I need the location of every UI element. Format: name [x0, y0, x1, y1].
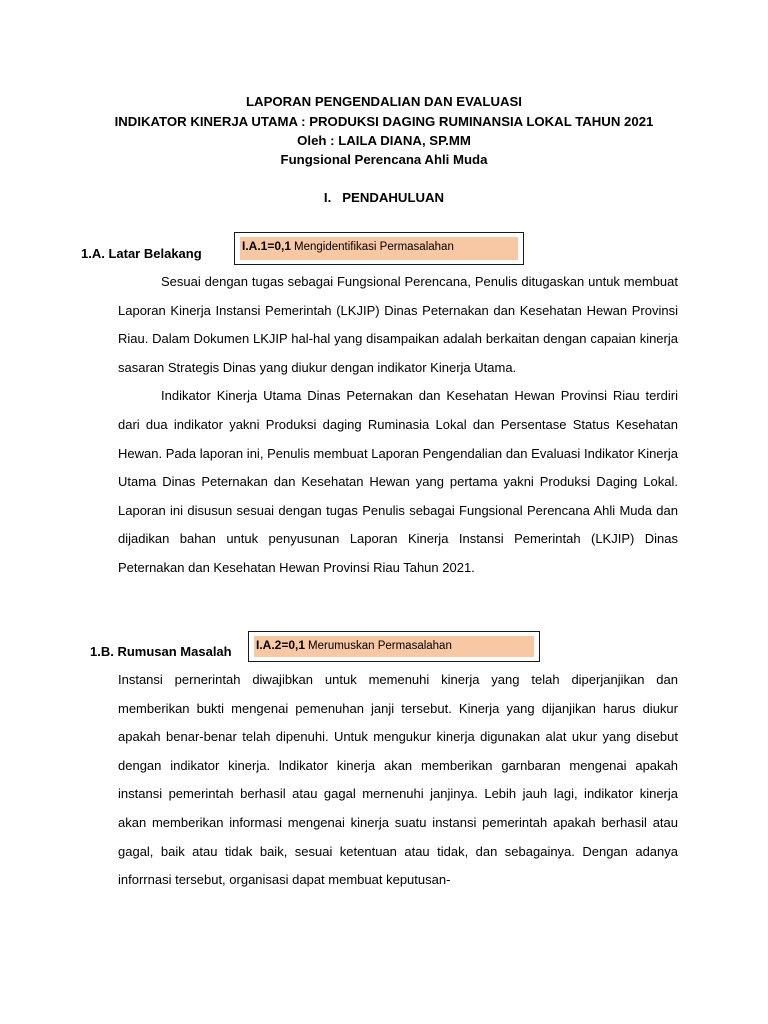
section-b-tag-highlight	[254, 636, 534, 657]
section-a-tag-label: Mengidentifikasi Permasalahan	[294, 241, 454, 253]
section-a-tag-highlight	[240, 237, 518, 260]
section-a-title: 1.A. Latar Belakang	[81, 246, 202, 261]
section-a-assessment-tag	[234, 232, 524, 265]
section-b-tag-code: I.A.2=0,1	[256, 638, 306, 652]
section-b-title: 1.B. Rumusan Masalah	[90, 644, 232, 659]
section-b-paragraph-1: Instansi pernerintah diwajibkan untuk memenuhi kinerja yang telah diperjanjikan dan memberikan bukti mengenai pemenuhan janji tersebut. Kinerja yang dijanjikan harus diukur apakah benar-benar telah dipenuhi. Untuk mengukur kinerja digunakan alat ukur yang disebut dengan indikator kinerja. lndikator kinerja akan memberikan garnbaran mengenai apakah instansi pemerintah berhasil atau gagal mernenuhi janjinya. Lebih jauh lagi, indikator kinerja akan memberikan informasi mengenai kinerja suatu instansi pemerintah apakah berhasil atau gagal, baik atau tidak baik, sesuai ketentuan atau tidak, dan sebagainya. Dengan adanya inforrnasi tersebut, organisasi dapat membuat keputusan-	[118, 672, 678, 888]
section-a-paragraph-1: Sesuai dengan tugas sebagai Fungsional Perencana, Penulis ditugaskan untuk membuat Laporan Kinerja Instansi Pemerintah (LKJIP) Dinas Peternakan dan Kesehatan Hewan Provinsi Riau. Dalam Dokumen LKJIP hal-hal yang disampaikan adalah berkaitan dengan capaian kinerja sasaran Strategis Dinas yang diukur dengan indikator Kinerja Utama.	[118, 274, 678, 375]
report-author: Oleh : LAILA DIANA, SP.MM	[297, 133, 471, 148]
report-title-line-2: INDIKATOR KINERJA UTAMA : PRODUKSI DAGING RUMINANSIA LOKAL TAHUN 2021	[114, 114, 654, 129]
section-a-tag-code: I.A.1=0,1	[242, 239, 292, 253]
section-a-paragraph-2: Indikator Kinerja Utama Dinas Peternakan dan Kesehatan Hewan Provinsi Riau terdiri dari dua indikator yakni Produksi daging Ruminasia Lokal dan Persentase Status Kesehatan Hewan. Pada laporan ini, Penulis membuat Laporan Pengendalian dan Evaluasi Indikator Kinerja Utama Dinas Peternakan dan Kesehatan Hewan yang pertama yakni Produksi Daging Lokal. Laporan ini disusun sesuai dengan tugas Penulis sebagai Fungsional Perencana Ahli Muda dan dijadikan bahan untuk penyusunan Laporan Kinerja Instansi Pemerintah (LKJIP) Dinas Peternakan dan Kesehatan Hewan Provinsi Riau Tahun 2021.	[118, 388, 678, 575]
chapter-number: I.	[323, 190, 332, 205]
chapter-title: PENDAHULUAN	[342, 190, 445, 205]
chapter-heading	[0, 188, 768, 207]
section-a-body	[118, 268, 678, 583]
section-b-body	[118, 666, 678, 895]
report-author-position: Fungsional Perencana Ahli Muda	[280, 152, 488, 167]
section-b-tag-label: Merumuskan Permasalahan	[308, 640, 452, 652]
report-title-line-1: LAPORAN PENGENDALIAN DAN EVALUASI	[246, 94, 522, 109]
section-b-assessment-tag	[248, 631, 540, 662]
